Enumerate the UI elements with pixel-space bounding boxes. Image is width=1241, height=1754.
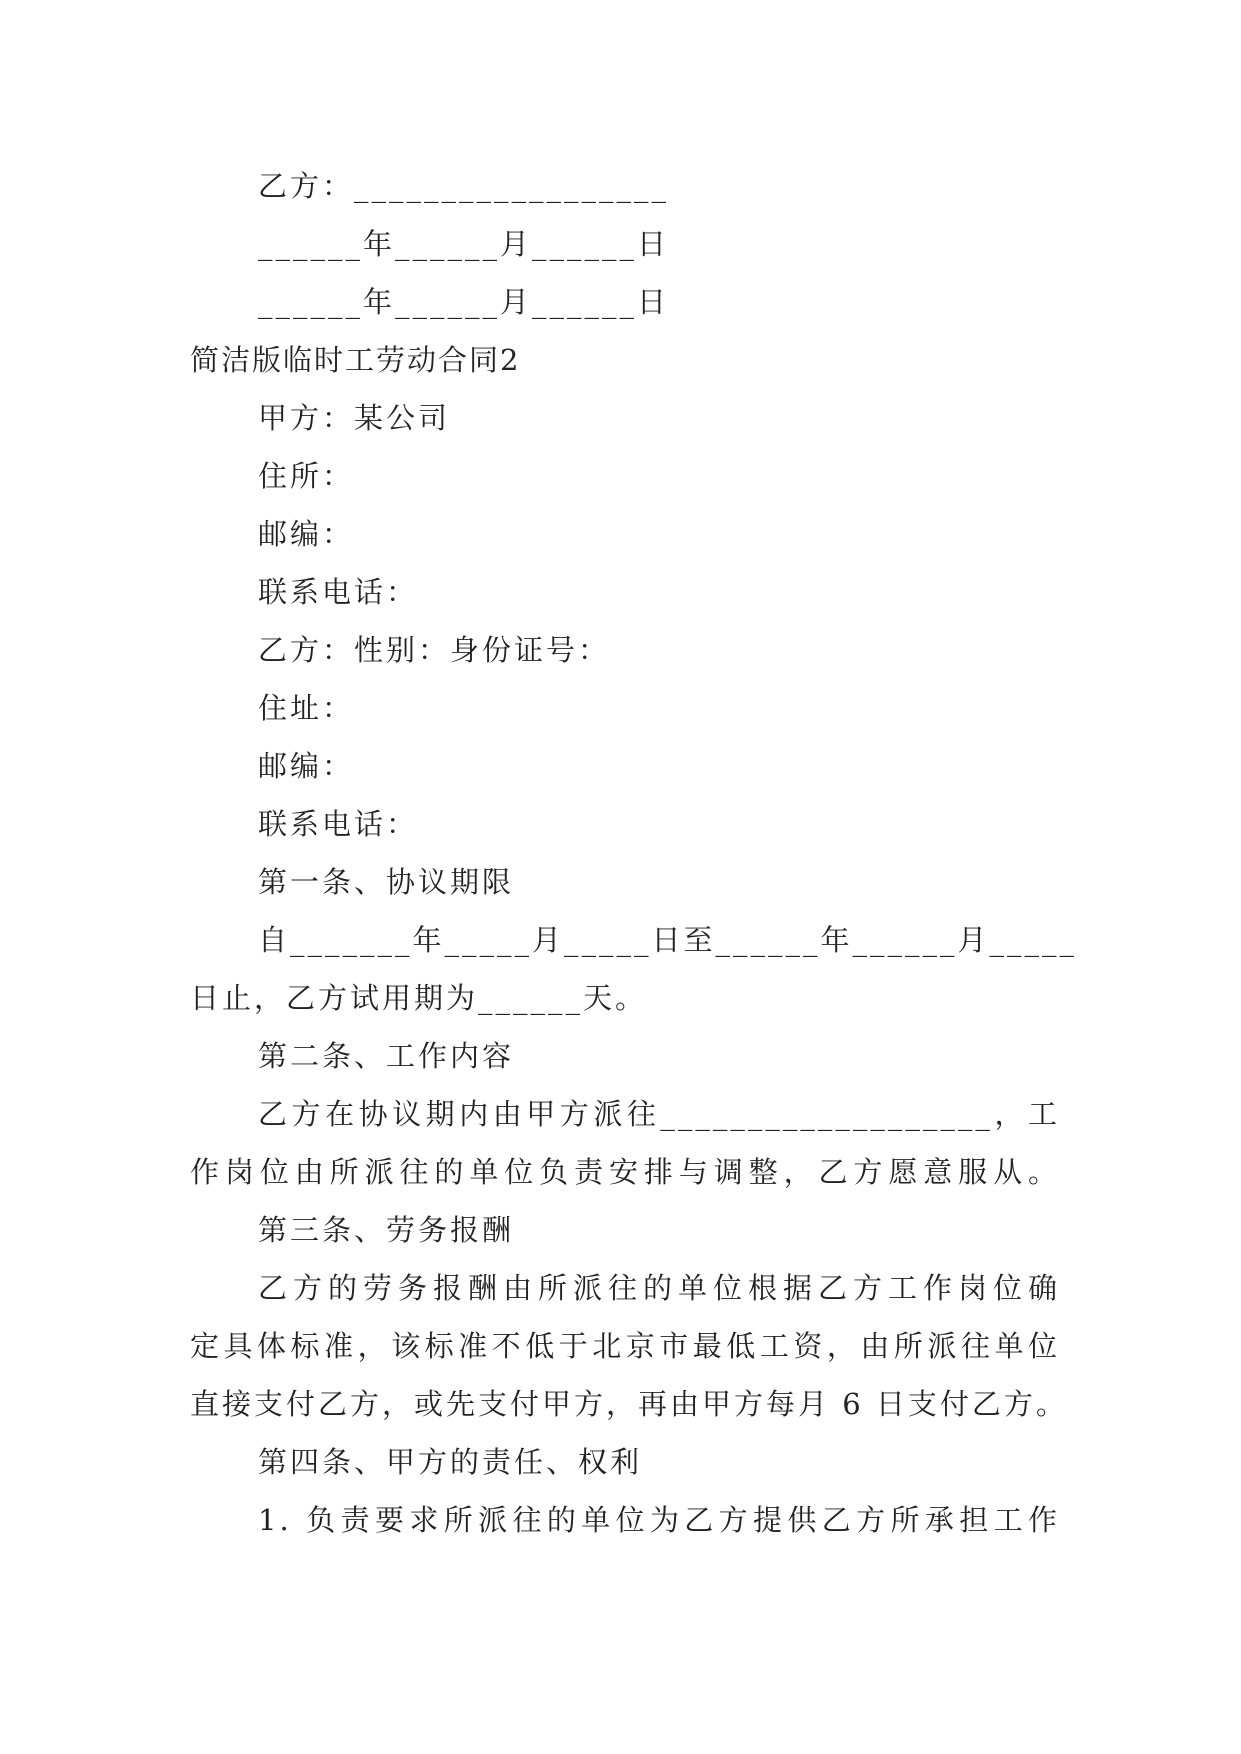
article-4-item-1: 1. 负责要求所派往的单位为乙方提供乙方所承担工作	[258, 1503, 1060, 1537]
party-b-phone: 联系电话：	[258, 807, 419, 841]
party-b-signature-line: 乙方：__________________	[258, 169, 670, 203]
article-3-text-line-1: 乙方的劳务报酬由所派往的单位根据乙方工作岗位确	[258, 1271, 1060, 1305]
article-3-text-line-3: 直接支付乙方，或先支付甲方，再由甲方每月 6 日支付乙方。	[190, 1387, 1068, 1421]
article-3-text-line-2: 定具体标准，该标准不低于北京市最低工资，由所派往单位	[190, 1329, 1060, 1363]
article-4-heading: 第四条、甲方的责任、权利	[258, 1445, 643, 1479]
date-line-2: ______年______月______日	[258, 285, 670, 319]
article-1-text-line-2: 日止，乙方试用期为______天。	[190, 981, 648, 1015]
article-2-text-line-1: 乙方在协议期内由甲方派往___________________，工	[258, 1097, 1060, 1131]
article-2-text-line-2: 作岗位由所派往的单位负责安排与调整，乙方愿意服从。	[190, 1155, 1060, 1189]
article-1-heading: 第一条、协议期限	[258, 865, 515, 899]
party-b-address: 住址：	[258, 691, 355, 725]
date-line-1: ______年______月______日	[258, 227, 670, 261]
document-title: 简洁版临时工劳动合同2	[190, 343, 521, 377]
party-b-info: 乙方：性别：身份证号：	[258, 633, 611, 667]
article-2-heading: 第二条、工作内容	[258, 1039, 515, 1073]
article-3-heading: 第三条、劳务报酬	[258, 1213, 515, 1247]
party-a-phone: 联系电话：	[258, 575, 419, 609]
party-a: 甲方：某公司	[258, 401, 451, 435]
party-b-postcode: 邮编：	[258, 749, 355, 783]
party-a-address: 住所：	[258, 459, 355, 493]
article-1-text-line-1: 自_______年_____月_____日至______年______月_____	[258, 923, 1078, 957]
party-a-postcode: 邮编：	[258, 517, 355, 551]
